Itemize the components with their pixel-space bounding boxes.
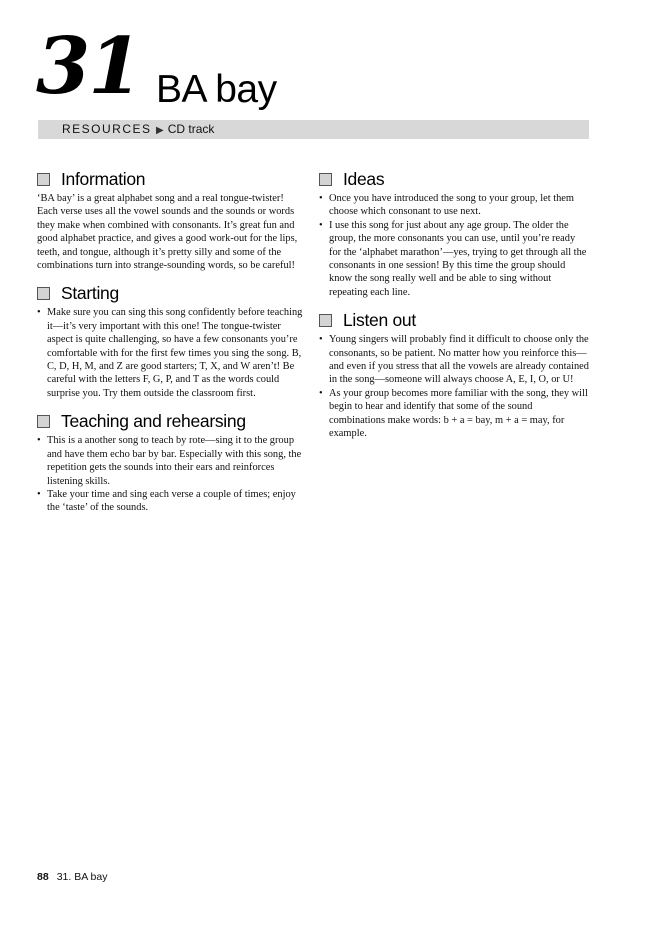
list-item: • As your group becomes more familiar with the song, they will begin to hear and identify that some of the sound combinations make words: b + a = bay, m + a = may, for example. — [319, 387, 589, 441]
list-item: • Young singers will probably find it difficult to choose only the consonants, so be patient. No matter how you reinforce this—and even if you stress that all the vowels are already contained in the song—someone will always choose A, E, I, O, or U! — [319, 333, 589, 387]
chapter-title: BA bay — [156, 68, 277, 111]
section-listen-out — [319, 309, 589, 440]
square-bullet-icon — [37, 415, 50, 428]
resources-item-label: CD track — [167, 122, 215, 136]
teaching-list — [37, 434, 307, 514]
information-text: ‘BA bay’ is a great alphabet song and a real tongue-twister! Each verse uses all the vowel sounds and the sounds or words they make when combined with consonants. It’s great fun and good alphabet practice, and gives a good work-out for the lips, teeth, and tongue, although it’s pretty silly and some of the combinations turn into strange-sounding words, so be careful! — [37, 193, 298, 272]
section-heading — [319, 309, 589, 331]
left-column — [37, 168, 307, 525]
starting-list — [37, 306, 307, 400]
page-number: 88 — [37, 871, 49, 883]
running-title: 31. BA bay — [56, 871, 108, 883]
section-information — [37, 168, 307, 272]
resources-bar — [38, 120, 589, 139]
list-item: • This is a another song to teach by rote—sing it to the group and have them echo bar by bar. Especially with this song, the repetition gets the sounds into their ears and reinforces listening skills. — [37, 434, 307, 488]
ideas-list — [319, 192, 589, 299]
section-heading — [319, 168, 589, 190]
right-column — [319, 168, 589, 451]
section-starting — [37, 282, 307, 400]
list-item: • I use this song for just about any age group. The older the group, the more consonants you can use, until you’re ready for the ‘alphabet marathon’—yes, trying to get through all the consonants in one session! By this time the group should know the song really well and be able to sing without repeating each line. — [319, 219, 589, 299]
square-bullet-icon — [37, 287, 50, 300]
listen-out-list — [319, 333, 589, 440]
section-title: Listen out — [343, 309, 416, 330]
section-teaching — [37, 410, 307, 514]
section-ideas — [319, 168, 589, 299]
resources-label: RESOURCES — [62, 122, 152, 136]
resources-item — [156, 122, 214, 136]
list-item: • Take your time and sing each verse a couple of times; enjoy the ‘taste’ of the sounds. — [37, 488, 307, 515]
section-title: Teaching and rehearsing — [61, 410, 246, 431]
section-heading — [37, 410, 307, 432]
list-item: • Once you have introduced the song to your group, let them choose which consonant to use next. — [319, 192, 589, 219]
section-title: Starting — [61, 282, 119, 303]
square-bullet-icon — [319, 314, 332, 327]
section-heading — [37, 282, 307, 304]
page-footer — [37, 871, 107, 883]
list-item: • Make sure you can sing this song confidently before teaching it—it’s very important with this one! The tongue-twister aspect is quite challenging, so have a few consonants you’re comfortable with for the first few times you sing the song. B, C, D, H, M, and Z are good starters; T, X, and W aren’t! Be careful with the letters F, G, P, and T as the words could surprise you. Try them outside the classroom first. — [37, 306, 307, 400]
section-title: Ideas — [343, 168, 385, 189]
chapter-number: 31 — [36, 21, 141, 112]
square-bullet-icon — [319, 173, 332, 186]
play-arrow-icon: ▶ — [156, 125, 164, 136]
section-heading — [37, 168, 307, 190]
section-title: Information — [61, 168, 146, 189]
square-bullet-icon — [37, 173, 50, 186]
